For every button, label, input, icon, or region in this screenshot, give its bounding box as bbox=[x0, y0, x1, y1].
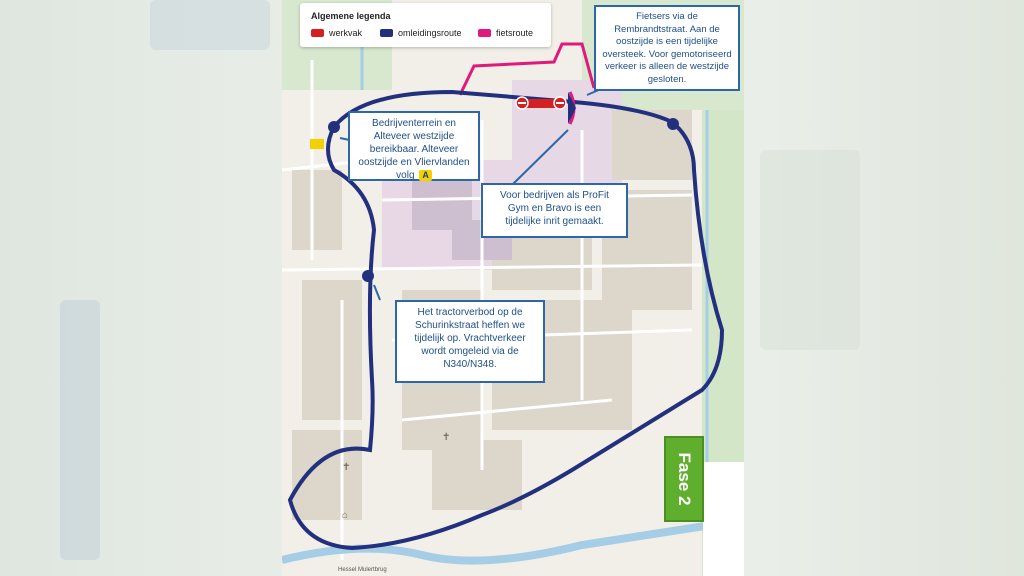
bottom-white-strip bbox=[703, 462, 744, 576]
fase-label-box bbox=[664, 436, 704, 522]
callout-fietsers-text: Fietsers via de Rembrandtstraat. Aan de oostzijde is een tijdelijke oversteek. Voor gemotoriseerd verkeer is alleen de westzijde gesloten. bbox=[602, 11, 732, 85]
legend-title: Algemene legenda bbox=[311, 11, 391, 21]
route-node bbox=[328, 121, 340, 133]
no-entry-icon bbox=[518, 102, 526, 104]
werkvak-swatch bbox=[311, 29, 324, 37]
no-entry-icon bbox=[556, 102, 564, 104]
map-legend bbox=[300, 3, 551, 47]
legend-label: fietsroute bbox=[496, 28, 534, 38]
background-panel bbox=[150, 0, 270, 50]
svg-text:⌂: ⌂ bbox=[342, 510, 349, 521]
legend-label: werkvak bbox=[329, 28, 363, 38]
callout-tractorverbod bbox=[395, 300, 545, 383]
a-route-badge: A bbox=[419, 170, 432, 181]
legend-item-omleidingsroute bbox=[380, 28, 462, 38]
svg-text:✝: ✝ bbox=[342, 462, 351, 473]
callout-profit bbox=[481, 183, 628, 238]
fase-label: Fase 2 bbox=[675, 452, 694, 506]
a-route-sign bbox=[310, 139, 324, 149]
background-panel bbox=[760, 150, 860, 350]
omleidingsroute-swatch bbox=[380, 29, 393, 37]
callout-bedrijventerrein bbox=[348, 111, 480, 181]
callout-tractorverbod-text: Het tractorverbod op de Schurinkstraat heffen we tijdelijk op. Vrachtverkeer wordt omgeleid via de N340/N348. bbox=[414, 307, 526, 370]
legend-item-werkvak bbox=[311, 28, 362, 38]
callout-profit-text: Voor bedrijven als ProFit Gym en Bravo is een tijdelijke inrit gemaakt. bbox=[500, 190, 609, 227]
legend-label: omleidingsroute bbox=[398, 28, 462, 38]
svg-text:✝: ✝ bbox=[442, 432, 451, 443]
route-node bbox=[362, 270, 374, 282]
callout-fietsers bbox=[594, 5, 740, 91]
callout-bedrijventerrein-text: Bedrijventerrein en Alteveer westzijde bereikbaar. Alteveer oostzijde en Vliervlanden volg bbox=[358, 118, 470, 181]
fietsroute-swatch bbox=[478, 29, 491, 37]
route-node bbox=[667, 118, 679, 130]
background-panel bbox=[60, 300, 100, 560]
legend-item-fietsroute bbox=[478, 28, 533, 38]
bridge-label: Hessel Mulertbrug bbox=[338, 567, 387, 573]
